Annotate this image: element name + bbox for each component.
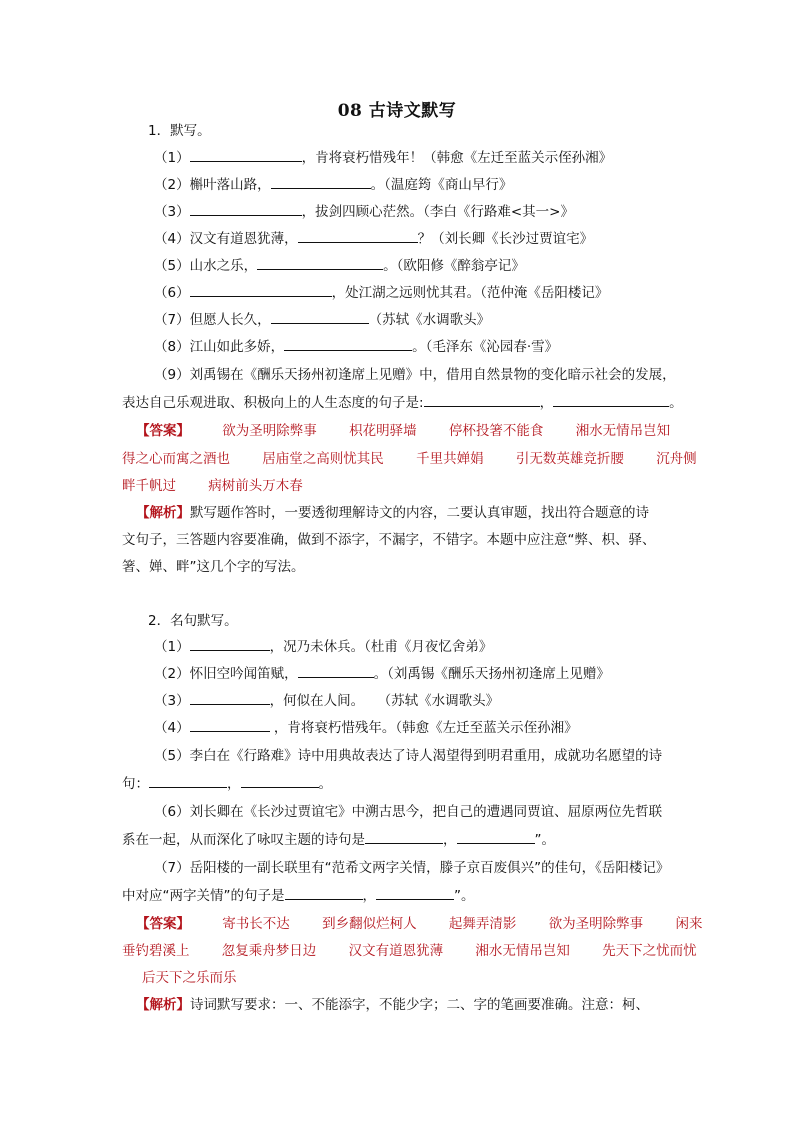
answer-blank[interactable] (149, 772, 227, 788)
answer-blank[interactable] (376, 884, 454, 900)
s1-item-2: （2）槲叶落山路， 。（温庭筠《商山早行》 (0, 172, 794, 198)
answer-blank[interactable] (241, 772, 319, 788)
s2-item-4: （4） ，肯将衰朽惜残年。（韩愈《左迁至蓝关示侄孙湘》 (0, 715, 794, 741)
answer-item: 病树前头万木春 (208, 478, 303, 494)
s1-item-9-line1: （9）刘禹锡在《酬乐天扬州初逢席上见赠》中，借用自然景物的变化暗示社会的发展， (154, 367, 676, 383)
s2-item-1: （1） ，况乃未休兵。（杜甫《月夜忆舍弟》 (0, 634, 794, 660)
s2-item-6-line1: （6）刘长卿在《长沙过贾谊宅》中溯古思今，把自己的遭遇同贾谊、屈原两位先哲联 (154, 804, 663, 820)
answer-item: 沉舟侧 (656, 451, 697, 467)
answer-item: 后天下之乐而乐 (142, 970, 237, 986)
s2-answer-line1 (0, 911, 794, 937)
answer-item: 到乡翻似烂柯人 (322, 916, 417, 932)
answer-item: 湘水无情吊岂知 (575, 423, 671, 439)
answer-blank[interactable] (457, 828, 535, 844)
answer-item: 停杯投箸不能食 (448, 423, 544, 439)
answer-item: 起舞弄清影 (448, 916, 517, 932)
answer-blank[interactable] (257, 254, 383, 270)
answer-blank[interactable] (190, 635, 270, 651)
s2-item-5-line1: （5）李白在《行路难》诗中用典故表达了诗人渴望得到明君重用，成就功名愿望的诗 (154, 748, 663, 764)
answer-item: 汉文有道恩犹薄 (348, 943, 444, 959)
page-title: 08 古诗文默写 (337, 101, 457, 121)
answer-item: 先天下之忧而忧 (602, 943, 697, 959)
s1-answer-line1 (0, 418, 794, 444)
answer-item: 枳花明驿墙 (349, 423, 417, 439)
answer-item: 引无数英雄竞折腰 (515, 451, 624, 467)
s2-item-6-line2: 系在一起，从而深化了咏叹主题的诗句是 ， ”。 (0, 827, 794, 853)
answer-item: 欲为圣明除弊事 (548, 916, 644, 932)
answer-blank[interactable] (553, 391, 669, 407)
s2-item-3: （3） ，何似在人间。 （苏轼《水调歌头》 (0, 688, 794, 714)
answer-item: 千里共婵娟 (416, 451, 484, 467)
s1-analysis-line3: 箸、婵、畔”这几个字的写法。 (122, 559, 305, 575)
s2-analysis-line1: 【解析】诗词默写要求：一、不能添字，不能少字；二、字的笔画要准确。注意：柯、 (136, 997, 649, 1013)
answer-blank[interactable] (284, 335, 412, 351)
answer-item: 寄书长不达 (222, 916, 290, 932)
answer-item: 欲为圣明除弊事 (222, 423, 317, 439)
s2-item-7-line2: 中对应“两字关情”的句子是 ， ”。 (0, 883, 794, 909)
analysis-tag: 【解析】 (136, 505, 190, 521)
s1-item-1: （1） ，肯将衰朽惜残年！（韩愈《左迁至蓝关示侄孙湘》 (0, 145, 794, 171)
s1-analysis-line2: 文句子，三答题内容要准确，做到不添字，不漏字，不错字。本题中应注意“弊、枳、驿、 (122, 532, 656, 548)
s1-answer-line2 (0, 446, 794, 472)
answer-blank[interactable] (190, 200, 302, 216)
s1-item-5: （5）山水之乐， 。（欧阳修《醉翁亭记》 (0, 253, 794, 279)
s1-item-8: （8）江山如此多娇， 。（毛泽东《沁园春·雪》 (0, 334, 794, 360)
section1-heading: 1．默写。 (148, 123, 211, 139)
answer-blank[interactable] (424, 391, 540, 407)
answer-blank[interactable] (190, 689, 270, 705)
s2-item-7-line1: （7）岳阳楼的一副长联里有“范希文两字关情，滕子京百废俱兴”的佳句，《岳阳楼记》 (154, 860, 670, 876)
answer-blank[interactable] (271, 308, 369, 324)
answer-blank[interactable] (298, 662, 374, 678)
answer-item: 垂钓碧溪上 (122, 943, 190, 959)
s1-item-4: （4）汉文有道恩犹薄， ？（刘长卿《长沙过贾谊宅》 (0, 226, 794, 252)
section2-heading: 2．名句默写。 (148, 613, 238, 629)
s1-analysis-line1: 【解析】默写题作答时，一要透彻理解诗文的内容，二要认真审题，找出符合题意的诗 (136, 505, 649, 521)
answer-item: 畔千帆过 (122, 478, 176, 494)
s2-answer-line2 (0, 938, 794, 964)
s1-item-6: （6） ，处江湖之远则忧其君。（范仲淹《岳阳楼记》 (0, 280, 794, 306)
answer-blank[interactable] (365, 828, 443, 844)
answer-blank[interactable] (190, 146, 302, 162)
answer-item: 忽复乘舟梦日边 (221, 943, 317, 959)
analysis-tag: 【解析】 (136, 997, 190, 1013)
s1-answer-line3 (0, 473, 794, 499)
s2-item-5-line2: 句： ， 。 (0, 771, 794, 797)
s2-item-2: （2）怀旧空吟闻笛赋， 。（刘禹锡《酬乐天扬州初逢席上见赠》 (0, 661, 794, 687)
answer-blank[interactable] (285, 884, 363, 900)
answer-item: 闲来 (675, 916, 703, 932)
s1-item-7: （7）但愿人长久， （苏轼《水调歌头》 (0, 307, 794, 333)
answer-blank[interactable] (190, 716, 270, 732)
answer-item: 得之心而寓之酒也 (122, 451, 230, 467)
answer-blank[interactable] (298, 227, 418, 243)
s2-answer-line3 (0, 965, 794, 991)
answer-blank[interactable] (190, 281, 332, 297)
answer-tag: 【答案】 (136, 423, 190, 439)
answer-item: 湘水无情吊岂知 (475, 943, 570, 959)
answer-tag: 【答案】 (136, 916, 190, 932)
s1-item-9-line2: 表达自己乐观进取、积极向上的人生态度的句子是: ， 。 (0, 390, 794, 416)
answer-blank[interactable] (271, 173, 371, 189)
s1-item-3: （3） ，拔剑四顾心茫然。（李白《行路难<其一>》 (0, 199, 794, 225)
answer-item: 居庙堂之高则忧其民 (262, 451, 384, 467)
